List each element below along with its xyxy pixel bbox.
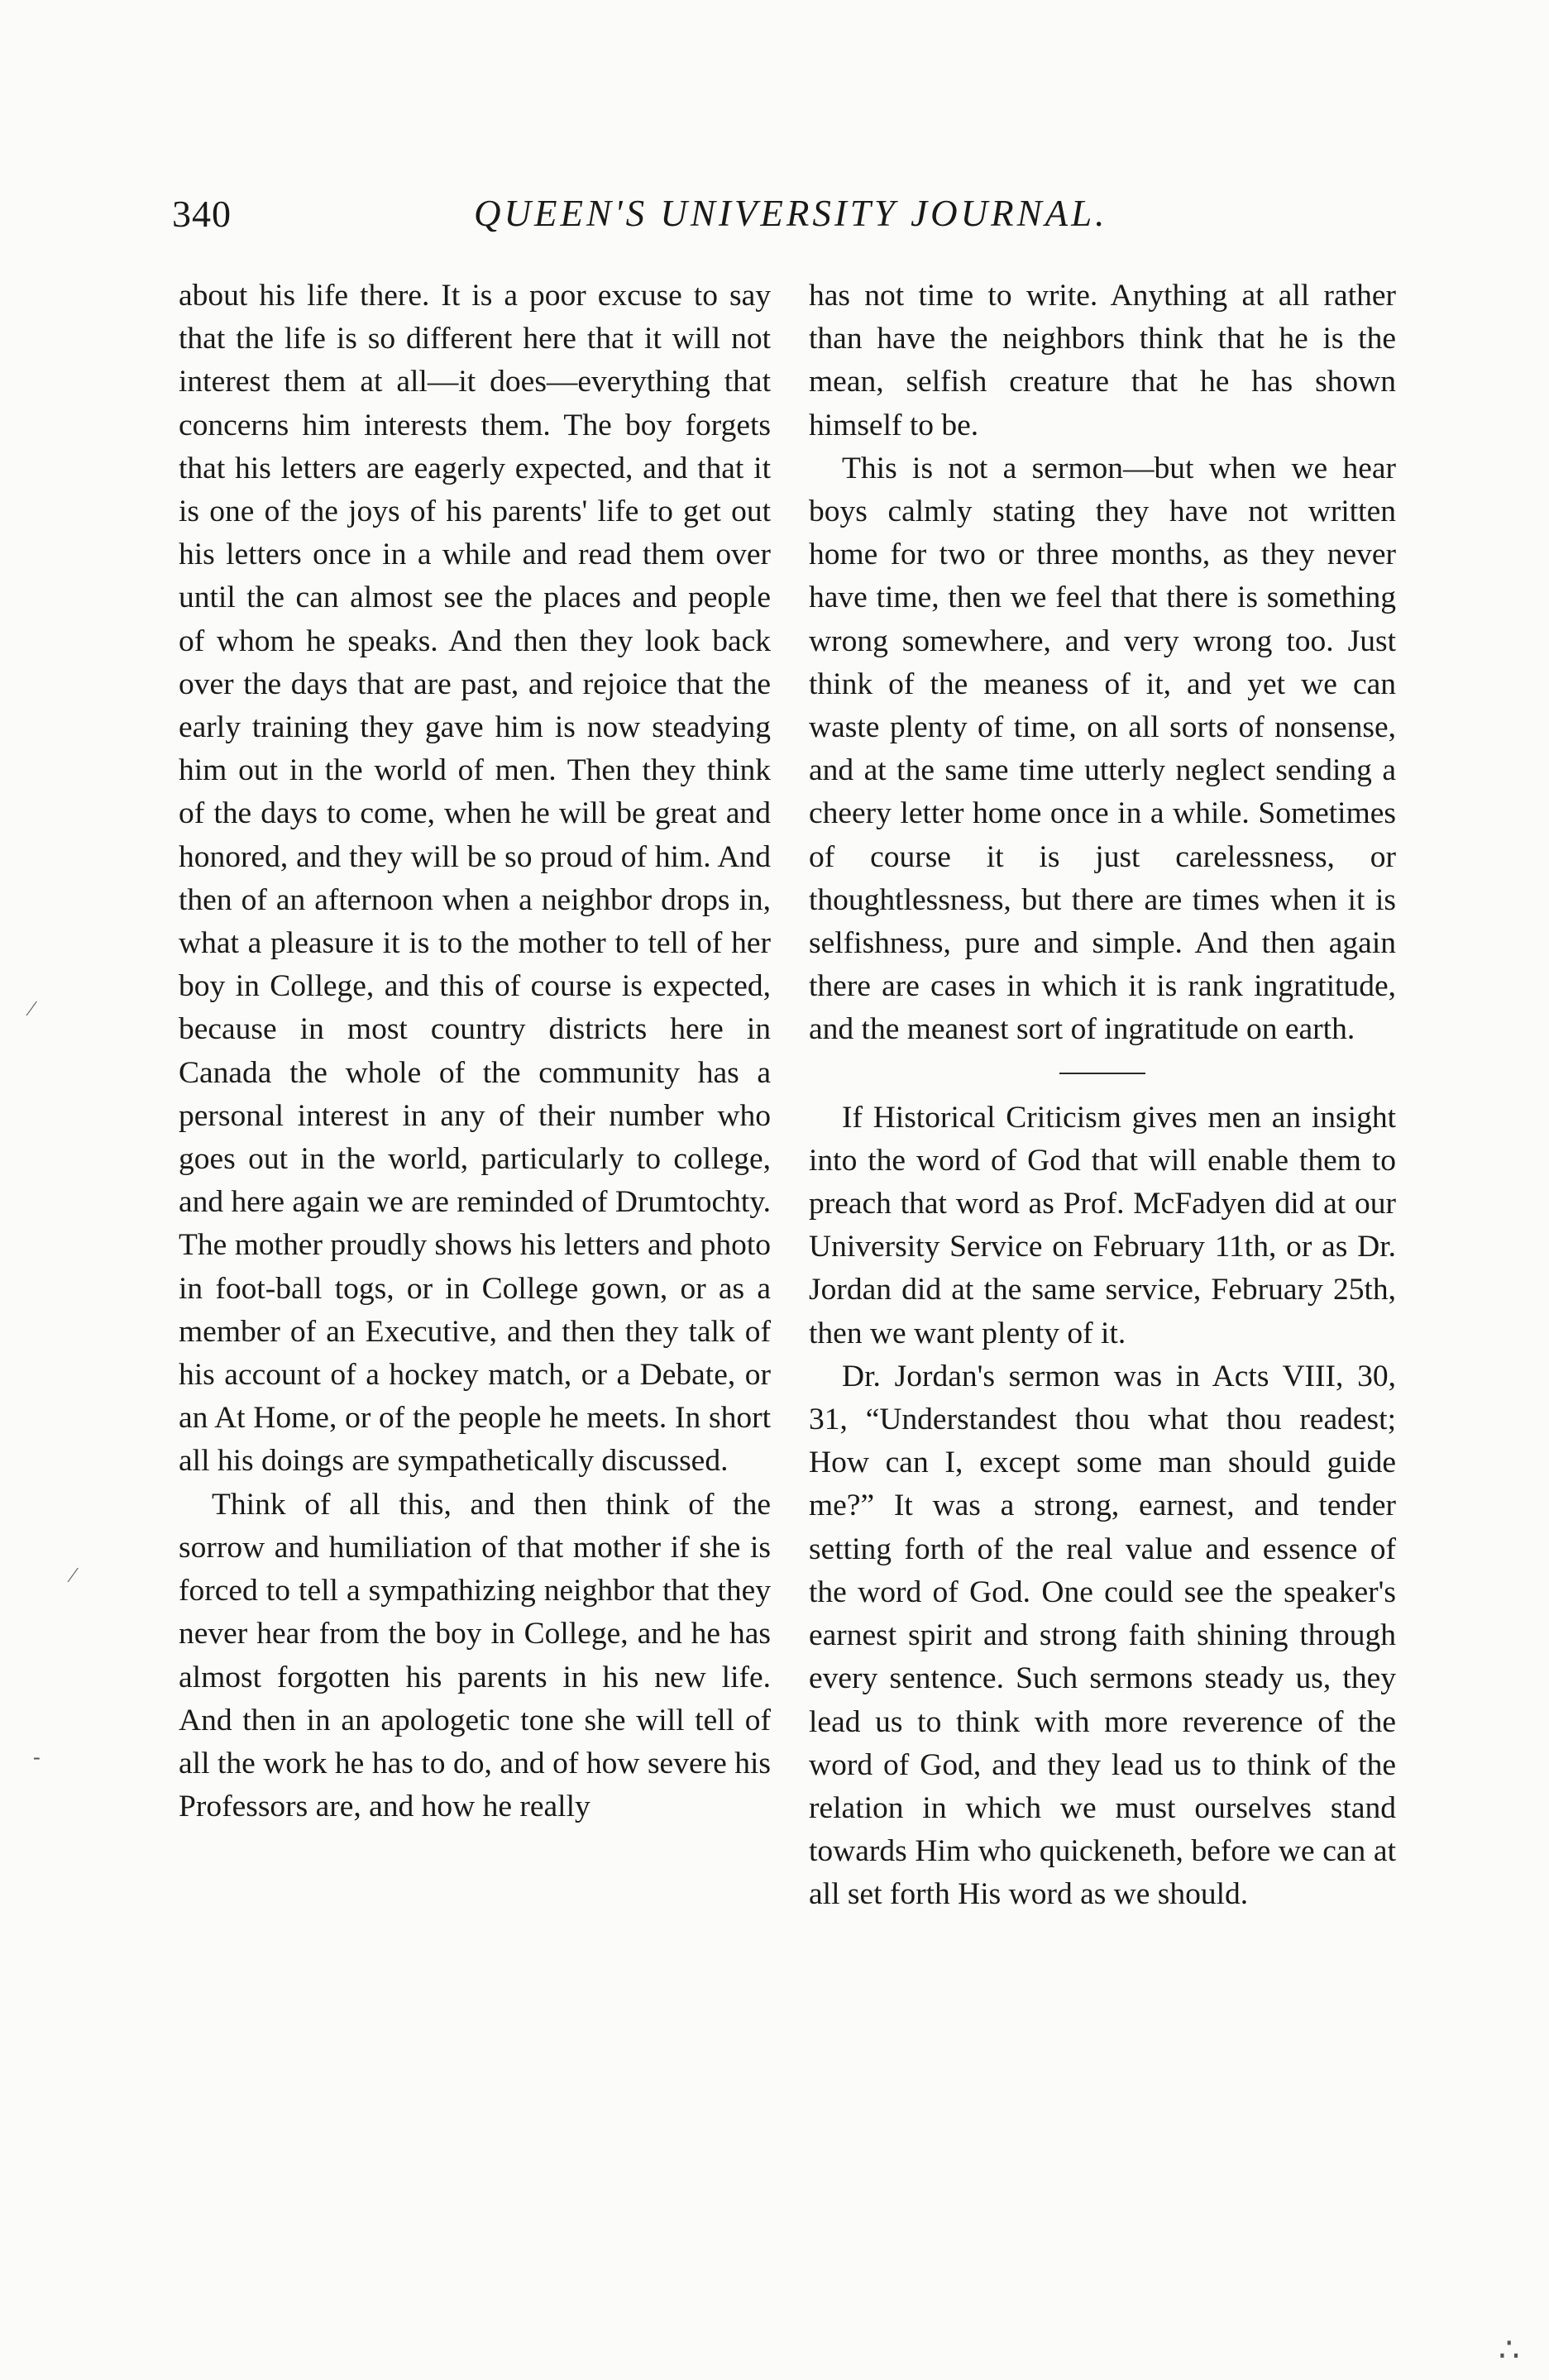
margin-mark: ∕ <box>30 996 34 1020</box>
right-paragraph-2: This is not a sermon—but when we hear boys calmly stating they have not written home for two or three months, as they never have time, then we feel that there is something wrong somewhere, and very wrong too. Just think of the meaness of it, and yet we can waste plenty of time, on all sorts of nonsense, and at the same time utterly neglect sending a cheery letter home once in a while. Sometimes of course it is just carelessness, or thoughtlessness, but there are times when it is selfishness, pure and simple. And then again there are cases in which it is rank ingratitude, and the meanest sort of ingratitude on earth. <box>809 451 1396 1047</box>
right-paragraph-4: Dr. Jordan's sermon was in Acts VIII, 30, 31, “Understandest thou what thou readest; How can I, except some man should guide me?” It was a strong, earnest, and tender setting forth of the real value and essence of the word of God. One could see the speaker's earnest spirit and strong faith shining through every sentence. Such sermons steady us, they lead us to think with more reverence of the word of God, and they lead us to think of the relation in which we must ourselves stand towards Him who quickeneth, before we can at all set forth His word as we should. <box>809 1359 1396 1912</box>
page-number: 340 <box>172 193 232 235</box>
margin-mark: ‐ <box>33 1745 41 1769</box>
left-paragraph-2: Think of all this, and then think of the sorrow and humiliation of that mother if she is forced to tell a sympathizing neighbor that they never hear from the boy in College, and he has almost forgotten his parents in his new life. And then in an apologetic tone she will tell of all the work he has to do, and of how severe his Professors are, and how he really <box>179 1487 771 1824</box>
right-column <box>809 275 1396 1917</box>
left-column <box>179 275 771 1828</box>
section-divider <box>1059 1073 1145 1074</box>
page-header <box>172 192 1413 250</box>
running-title: QUEEN'S UNIVERSITY JOURNAL. <box>474 193 1108 234</box>
right-paragraph-3: If Historical Criticism gives men an insight into the word of God that will enable them to preach that word as Prof. McFadyen did at our University Service on February 11th, or as Dr. Jordan did at the same service, February 25th, then we want plenty of it. <box>809 1100 1396 1350</box>
right-paragraph-1: has not time to write. Anything at all rather than have the neighbors think that he is the mean, selfish creature that he has shown himself to be. <box>809 279 1396 442</box>
corner-mark: ∴ <box>1499 2331 1520 2368</box>
margin-mark: ∕ <box>71 1563 75 1587</box>
left-paragraph-1: about his life there. It is a poor excuse to say that the life is so different here that it will not interest them at all—it does—everything that concerns him interests them. The boy forgets that his letters are eagerly expected, and that it is one of the joys of his parents' life to get out his letters once in a while and read them over until the can almost see the places and people of whom he speaks. And then they look back over the days that are past, and rejoice that the early training they gave him is now steadying him out in the world of men. Then they think of the days to come, when he will be great and honored, and they will be so proud of him. And then of an afternoon when a neighbor drops in, what a pleasure it is to the mother to tell of her boy in College, and this of course is expected, because in most country districts here in Canada the whole of the community has a personal interest in any of their number who goes out in the world, particularly to college, and here again we are reminded of Drumtochty. The mother proudly shows his letters and photo in foot-ball togs, or in College gown, or as a member of an Executive, and then they talk of his account of a hockey match, or a Debate, or an At Home, or of the people he meets. In short all his doings are sympathetically discussed. <box>179 279 772 1479</box>
